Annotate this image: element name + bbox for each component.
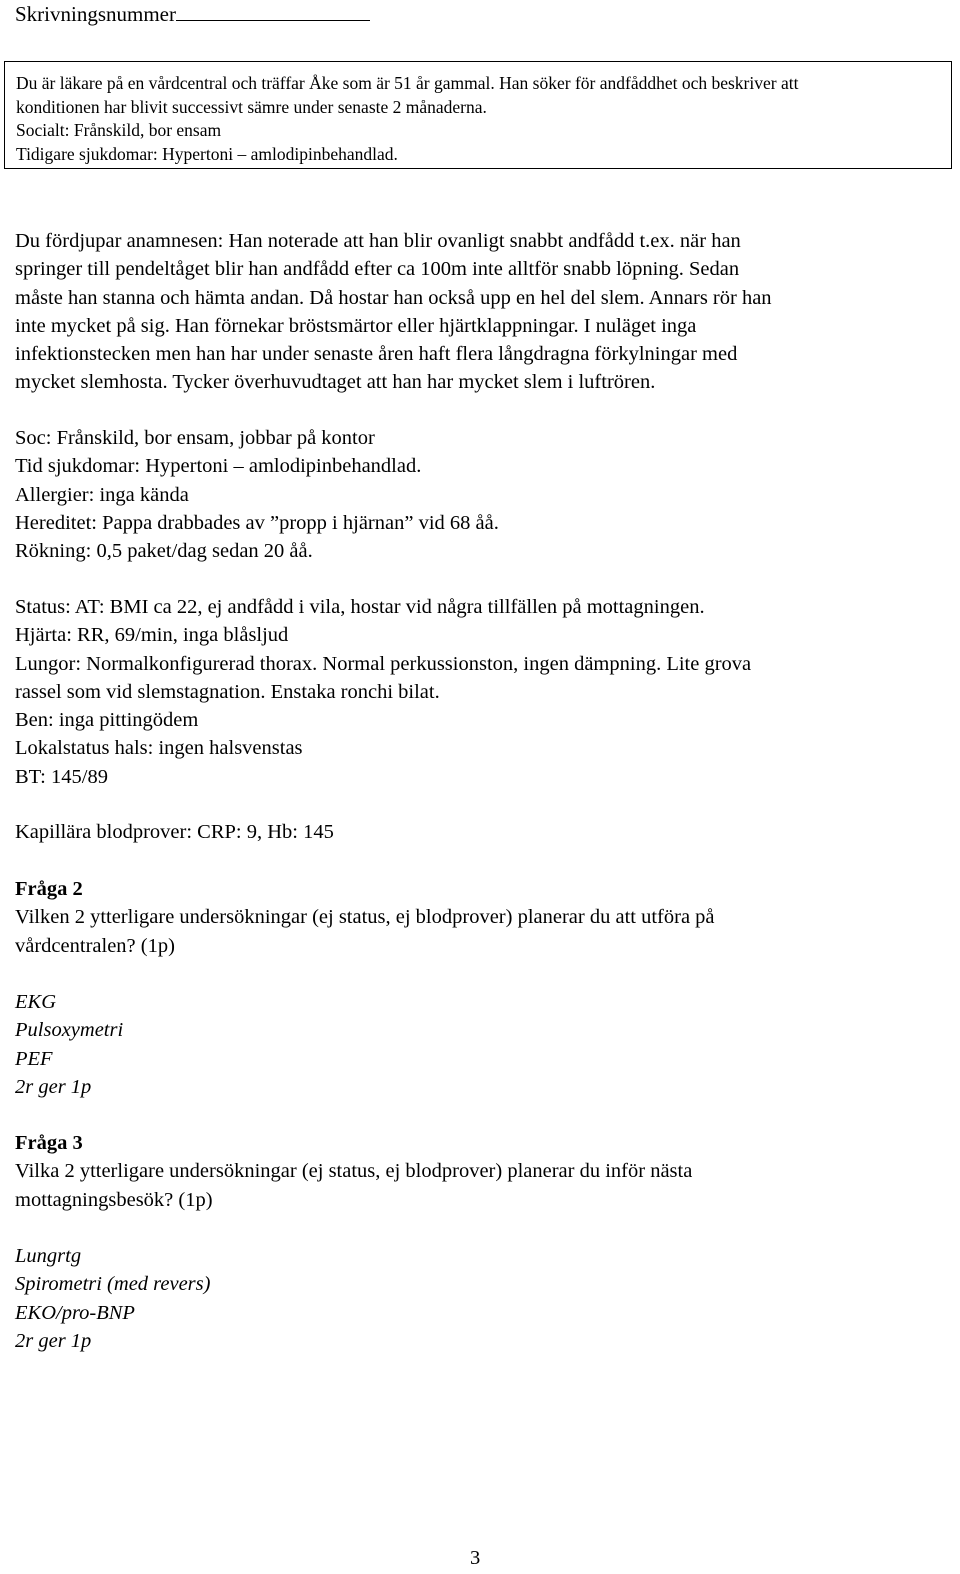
question-2-title: Fråga 2 — [15, 878, 83, 900]
question-3-answers — [15, 1242, 940, 1355]
status-line: BT: 145/89 — [15, 765, 108, 788]
answer-scoring: 2r ger 1p — [15, 1329, 92, 1352]
case-line: Socialt: Frånskild, bor ensam — [16, 120, 222, 140]
answer-item: EKG — [15, 991, 56, 1013]
question-2-text: Vilken 2 ytterligare undersökningar (ej status, ej blodprover) planerar du att utföra på — [15, 906, 715, 929]
labs-line: Kapillära blodprover: CRP: 9, Hb: 145 — [15, 821, 334, 843]
status-line: Lokalstatus hals: ingen halsvenstas — [15, 737, 303, 760]
question-3-section — [15, 1129, 940, 1214]
question-2-answers — [15, 988, 940, 1101]
history-diseases: Tid sjukdomar: Hypertoni – amlodipinbehandlad. — [15, 455, 422, 478]
answer-scoring: 2r ger 1p — [15, 1075, 92, 1098]
case-line: konditionen har blivit successivt sämre under senaste 2 månaderna. — [16, 96, 487, 117]
history-allergies: Allergier: inga kända — [15, 483, 189, 506]
answer-item: EKO/pro-BNP — [15, 1301, 135, 1324]
question-3-title: Fråga 3 — [15, 1132, 83, 1154]
labs-section — [15, 818, 940, 846]
case-description-box — [4, 61, 952, 169]
status-section — [15, 593, 940, 791]
anamnesis-line: Du fördjupar anamnesen: Han noterade att han blir ovanligt snabbt andfådd t.ex. när han — [15, 230, 741, 252]
question-2-text: vårdcentralen? (1p) — [15, 934, 175, 957]
case-line: Tidigare sjukdomar: Hypertoni – amlodipinbehandlad. — [16, 143, 398, 164]
history-smoking: Rökning: 0,5 paket/dag sedan 20 åå. — [15, 540, 313, 563]
exam-number-field[interactable] — [176, 1, 370, 21]
exam-number-label: Skrivningsnummer — [15, 2, 176, 26]
answer-item: Pulsoxymetri — [15, 1019, 124, 1042]
case-line: Du är läkare på en vårdcentral och träffar Åke som är 51 år gammal. Han söker för andfåddhet och beskriver att — [16, 73, 799, 93]
question-2-section — [15, 875, 940, 960]
status-line: Status: AT: BMI ca 22, ej andfådd i vila, hostar vid några tillfällen på mottagningen. — [15, 596, 705, 618]
history-social: Soc: Frånskild, bor ensam, jobbar på kontor — [15, 427, 375, 449]
answer-item: Spirometri (med revers) — [15, 1273, 211, 1296]
answer-item: PEF — [15, 1047, 53, 1070]
anamnesis-line: infektionstecken men han har under senaste åren haft flera långdragna förkylningar med — [15, 343, 738, 366]
anamnesis-line: springer till pendeltåget blir han andfådd efter ca 100m inte alltför snabb löpning. Sedan — [15, 258, 740, 281]
status-line: Hjärta: RR, 69/min, inga blåsljud — [15, 624, 289, 647]
anamnesis-line: måste han stanna och hämta andan. Då hostar han också upp en hel del slem. Annars rör han — [15, 286, 772, 309]
anamnesis-line: mycket slemhosta. Tycker överhuvudtaget att han har mycket slem i luftrören. — [15, 371, 656, 394]
status-line: Ben: inga pittingödem — [15, 709, 199, 732]
exam-number-header — [15, 1, 370, 27]
question-3-text: Vilka 2 ytterligare undersökningar (ej status, ej blodprover) planerar du inför nästa — [15, 1160, 693, 1183]
status-line: rassel som vid slemstagnation. Enstaka ronchi bilat. — [15, 680, 440, 703]
answer-item: Lungrtg — [15, 1245, 82, 1267]
anamnesis-section — [15, 227, 940, 397]
page-number: 3 — [470, 1547, 481, 1569]
question-3-text: mottagningsbesök? (1p) — [15, 1188, 213, 1211]
anamnesis-line: inte mycket på sig. Han förnekar bröstsmärtor eller hjärtklappningar. I nuläget inga — [15, 314, 697, 337]
history-section — [15, 424, 940, 565]
status-line: Lungor: Normalkonfigurerad thorax. Normal perkussionston, ingen dämpning. Lite grova — [15, 652, 752, 675]
history-heredity: Hereditet: Pappa drabbades av ”propp i hjärnan” vid 68 åå. — [15, 511, 499, 534]
